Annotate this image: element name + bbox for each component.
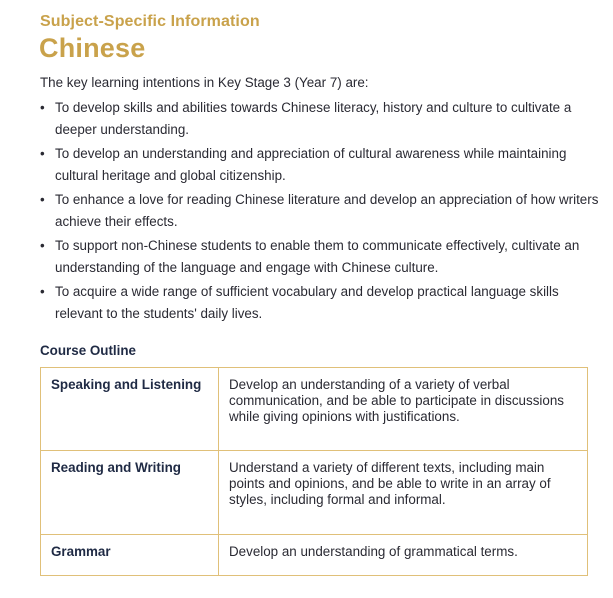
list-item [40,281,600,325]
list-item-text: To support non-Chinese students to enable them to communicate effectively, cultivate an understanding of the language and engage with Chinese culture. [55,238,580,275]
course-area-cell: Reading and Writing [41,451,219,535]
bullet-icon: • [40,146,45,161]
course-outline-table [40,367,588,576]
list-item [40,235,600,279]
list-item-text: To enhance a love for reading Chinese literature and develop an appreciation of how writers achieve their effects. [55,192,599,229]
bullet-icon: • [40,238,45,253]
course-area-cell: Speaking and Listening [41,368,219,451]
table-row [41,451,588,535]
section-kicker: Subject-Specific Information [40,13,260,30]
list-item-text: To develop skills and abilities towards Chinese literacy, history and culture to cultivate a deeper understanding. [55,100,572,137]
list-item [40,189,600,233]
intro-text: The key learning intentions in Key Stage 3 (Year 7) are: [40,75,369,90]
course-description-cell: Understand a variety of different texts, including main points and opinions, and be able to write in an array of styles, including formal and informal. [219,451,588,535]
course-description-cell: Develop an understanding of a variety of verbal communication, and be able to participate in discussions while giving opinions with justifications. [219,368,588,451]
learning-intentions-list [40,97,600,327]
course-outline-heading: Course Outline [40,343,136,358]
table-row [41,368,588,451]
list-item [40,97,600,141]
list-item [40,143,600,187]
bullet-icon: • [40,100,45,115]
course-description-cell: Develop an understanding of grammatical terms. [219,535,588,576]
list-item-text: To develop an understanding and appreciation of cultural awareness while maintaining cultural heritage and global citizenship. [55,146,567,183]
course-area-cell: Grammar [41,535,219,576]
table-row [41,535,588,576]
page-title: Chinese [39,33,146,63]
bullet-icon: • [40,284,45,299]
list-item-text: To acquire a wide range of sufficient vocabulary and develop practical language skills relevant to the students' daily lives. [55,284,559,321]
bullet-icon: • [40,192,45,207]
